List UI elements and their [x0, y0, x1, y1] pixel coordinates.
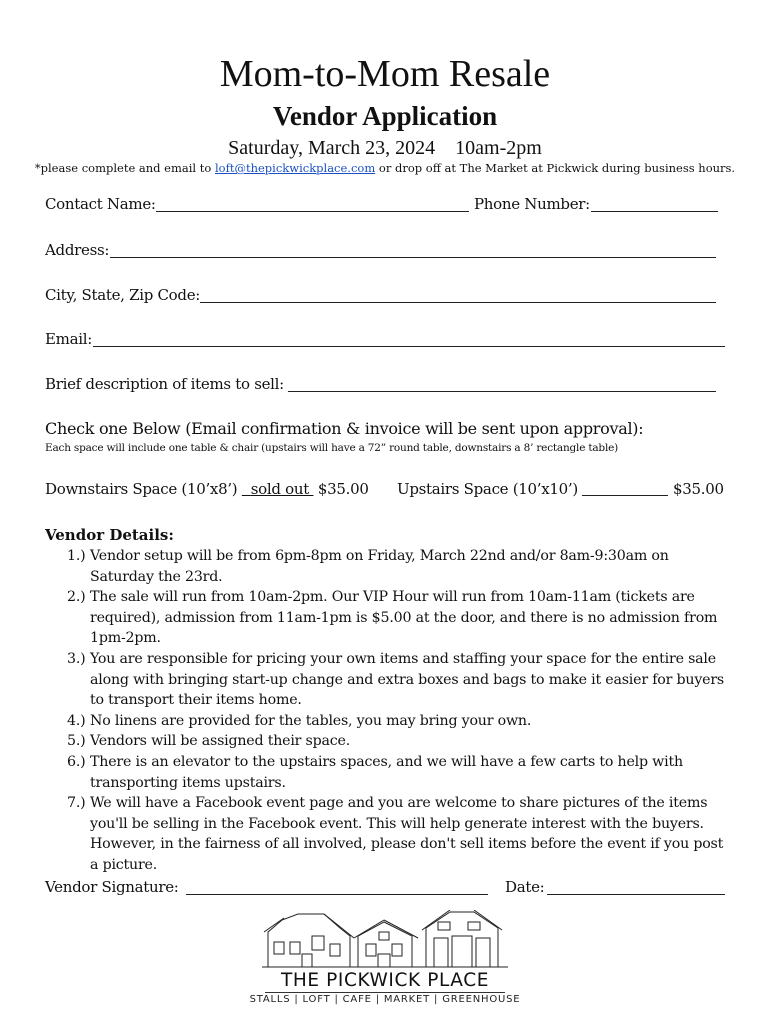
note-prefix: *please complete and email to — [34, 161, 215, 175]
signature-field[interactable] — [186, 894, 488, 895]
description-label: Brief description of items to sell: — [45, 375, 284, 393]
date-label: Date: — [505, 878, 545, 896]
logo-tagline: STALLS | LOFT | CAFE | MARKET | GREENHOUSE — [249, 994, 521, 1005]
page-subtitle: Vendor Application — [272, 101, 498, 131]
event-date-time — [0, 137, 770, 160]
upstairs-price: $35.00 — [673, 480, 724, 498]
address-label: Address: — [45, 241, 110, 259]
phone-field[interactable] — [591, 211, 718, 212]
contact-name-label: Contact Name: — [45, 195, 156, 213]
email-field[interactable] — [93, 346, 725, 347]
email-link[interactable]: loft@thepickwickplace.com — [214, 161, 376, 175]
list-item: 2.) The sale will run from 10am-2pm. Our VIP Hour will run from 10am-11am (tickets are required), admission from 11am-1pm is $5.00 at the door, and there is no admission from 1pm-2pm. — [67, 589, 718, 647]
downstairs-price: $35.00 — [317, 480, 369, 498]
upstairs-space-checkbox-line[interactable] — [582, 495, 668, 496]
space-selection-heading: Check one Below (Email confirmation & invoice will be sent upon approval): — [45, 419, 644, 438]
email-label: Email: — [45, 330, 92, 348]
event-time: 10am-2pm — [455, 137, 542, 159]
page-title: Mom-to-Mom Resale — [219, 53, 551, 95]
downstairs-sold-out: sold out — [250, 480, 309, 498]
logo-divider — [265, 992, 505, 993]
signature-label: Vendor Signature: — [45, 878, 179, 896]
list-item: 4.) No linens are provided for the tables, you may bring your own. — [67, 712, 532, 729]
submission-note — [0, 161, 770, 175]
space-selection-note: Each space will include one table & chair (upstairs will have a 72” round table, downstairs a 8’ rectangle table) — [45, 442, 619, 454]
description-field[interactable] — [288, 391, 716, 392]
list-item: 5.) Vendors will be assigned their space. — [67, 733, 351, 750]
contact-name-field[interactable] — [156, 211, 469, 212]
list-item: 6.) There is an elevator to the upstairs spaces, and we will have a few carts to help with transporting items upstairs. — [67, 753, 683, 791]
downstairs-space-option — [45, 480, 369, 498]
logo-name: THE PICKWICK PLACE — [280, 970, 490, 991]
city-state-zip-field[interactable] — [200, 302, 716, 303]
vendor-details-heading: Vendor Details: — [45, 526, 174, 544]
upstairs-space-label: Upstairs Space (10’x10’) — [397, 480, 578, 498]
note-suffix: or drop off at The Market at Pickwick during business hours. — [375, 161, 736, 175]
list-item: 1.) Vendor setup will be from 6pm-8pm on Friday, March 22nd and/or 8am-9:30am on Saturday the 23rd. — [67, 548, 669, 585]
city-state-zip-label: City, State, Zip Code: — [45, 286, 201, 304]
address-field[interactable] — [110, 257, 716, 258]
list-item: 7.) We will have a Facebook event page and you are welcome to share pictures of the items you'll be selling in the Facebook event. This will help generate interest with the buyers. However, in the fairness of all involved, please don't sell items before the event if you post a picture. — [67, 795, 724, 873]
downstairs-space-label: Downstairs Space (10’x8’) — [45, 480, 238, 498]
pickwick-buildings-logo — [262, 910, 508, 968]
phone-label: Phone Number: — [474, 195, 590, 213]
vendor-details-list — [45, 546, 735, 876]
event-date: Saturday, March 23, 2024 — [228, 137, 436, 159]
list-item: 3.) You are responsible for pricing your own items and staffing your space for the entire sale along with bringing start-up change and extra boxes and bags to make it easier for buyers to transport their items home. — [67, 650, 725, 709]
date-field[interactable] — [547, 894, 725, 895]
